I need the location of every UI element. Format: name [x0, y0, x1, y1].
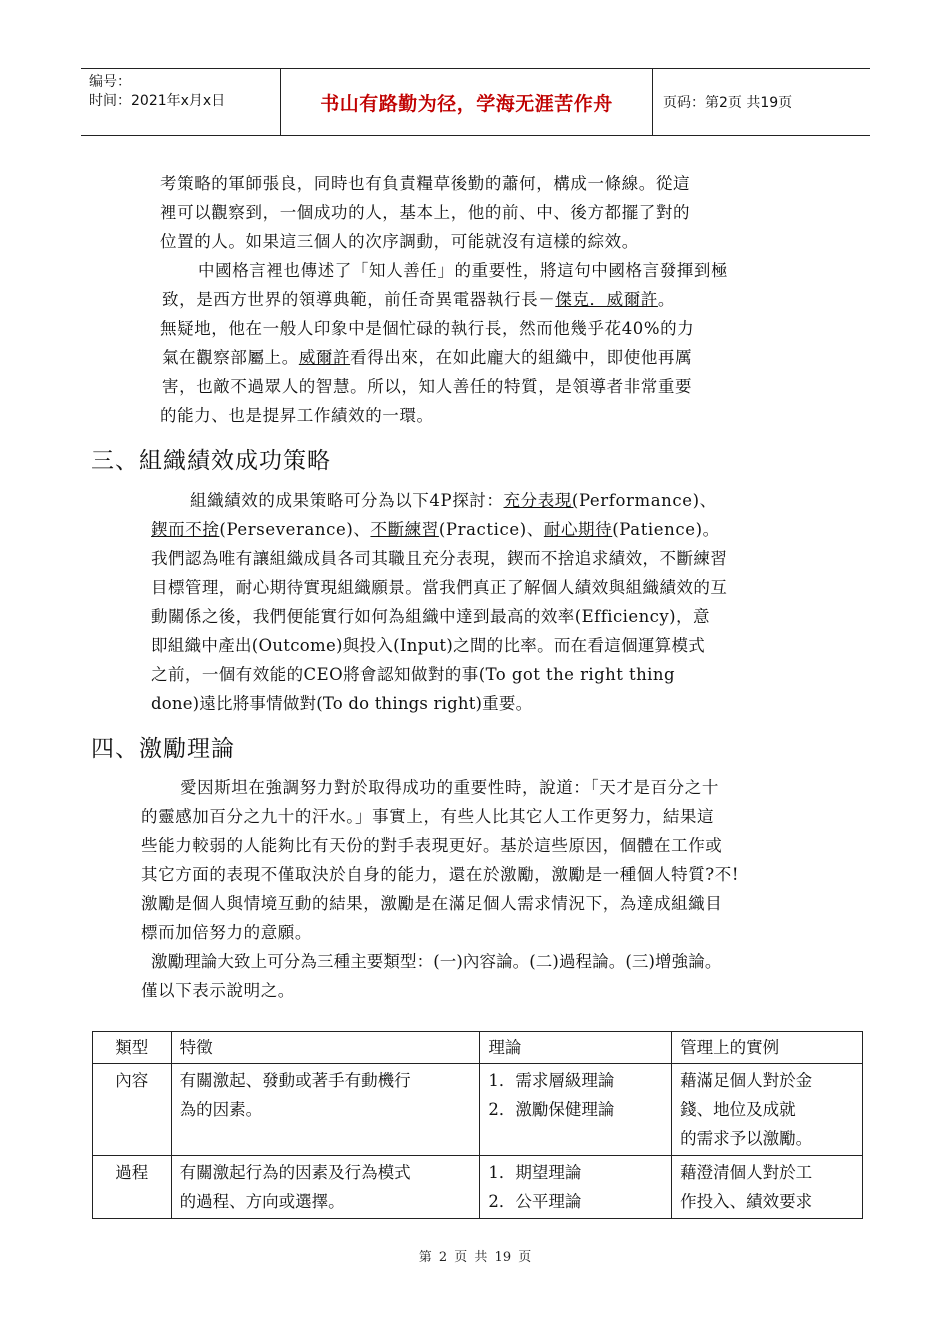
table-row — [93, 1064, 863, 1156]
motto: 书山有路勤为径，学海无涯苦作舟 — [320, 92, 613, 115]
motivation-theory-table — [92, 1031, 863, 1219]
intro-line-1: 考策略的軍師張良，同時也有負責糧草後勤的蕭何，構成一條線。從這 — [160, 174, 691, 193]
header-example: 管理上的實例 — [672, 1032, 863, 1064]
s3-line-7: 之前，一個有效能的CEO將會認知做對的事(To got the right thing — [151, 665, 675, 684]
practice-term: 不斷練習 — [370, 520, 439, 539]
s3-line-2-t3: (Patience)。 — [612, 520, 720, 539]
feature-line: 有關激起行為的因素及行為模式 — [179, 1163, 411, 1182]
theory-item: 1．需求層級理論 — [488, 1071, 615, 1090]
intro-line-3: 位置的人。如果這三個人的次序調動，可能就沒有這樣的綜效。 — [160, 232, 639, 251]
example-line: 藉澄清個人對於工 — [680, 1163, 813, 1182]
header-theory: 理論 — [480, 1032, 672, 1064]
p2-line-4 — [162, 344, 692, 373]
row-theory — [480, 1064, 672, 1156]
jack-welch-name: 傑克．威爾許 — [555, 290, 658, 309]
section-3-heading: 三、組織績效成功策略 — [91, 448, 331, 474]
p2-line-4-pre: 氣在觀察部屬上。 — [162, 348, 299, 367]
theory-item: 2．激勵保健理論 — [488, 1100, 615, 1119]
s3-line-1 — [190, 487, 717, 516]
p2-line-1: 中國格言裡也傳述了「知人善任」的重要性，將這句中國格言發揮到極 — [198, 261, 729, 280]
s3-line-2-t1: (Perseverance)、 — [219, 520, 371, 539]
page-label: 页码：第2页 共19页 — [663, 95, 793, 111]
time-label: 时间：2021年x月x日 — [89, 93, 226, 109]
row-feature — [171, 1064, 480, 1156]
p2-line-2-post: 。 — [657, 290, 676, 309]
s3-line-2 — [151, 516, 720, 545]
p2-line-5: 害，也敵不過眾人的智慧。所以，知人善任的特質，是領導者非常重要 — [162, 377, 693, 396]
s3-line-1-pre: 組織績效的成果策略可分為以下4P探討： — [190, 491, 504, 510]
table-row — [93, 1156, 863, 1219]
s3-line-5: 動關係之後，我們便能實行如何為組織中達到最高的效率(Efficiency)，意 — [151, 607, 710, 626]
feature-line: 有關激起、發動或著手有動機行 — [179, 1071, 411, 1090]
p2-line-2-pre: 致，是西方世界的領導典範，前任奇異電器執行長－ — [162, 290, 556, 309]
theory-item: 2．公平理論 — [488, 1192, 582, 1211]
s3-line-3: 我們認為唯有讓組織成員各司其職且充分表現，鍥而不捨追求績效，不斷練習 — [151, 549, 728, 568]
header-feature: 特徵 — [171, 1032, 480, 1064]
example-line: 的需求予以激勵。 — [680, 1129, 813, 1148]
feature-line: 為的因素。 — [179, 1100, 263, 1119]
s4-line-1: 愛因斯坦在強調努力對於取得成功的重要性時，說道：「天才是百分之十 — [180, 778, 719, 797]
s4-line-8: 僅以下表示說明之。 — [141, 981, 295, 1000]
s4-line-2: 的靈感加百分之九十的汗水。」事實上，有些人比其它人工作更努力，結果這 — [141, 807, 715, 826]
feature-line: 的過程、方向或選擇。 — [179, 1192, 345, 1211]
row-example — [672, 1064, 863, 1156]
s4-line-7: 激勵理論大致上可分為三種主要類型：(一)內容論。(二)過程論。(三)增強論。 — [151, 952, 722, 971]
s3-line-2-t2: (Practice)、 — [438, 520, 544, 539]
p2-line-4-post: 看得出來，在如此龐大的組織中，即使他再厲 — [350, 348, 693, 367]
row-example — [672, 1156, 863, 1219]
s4-line-6: 標而加倍努力的意願。 — [141, 923, 312, 942]
s3-line-4: 目標管理，耐心期待實現組織願景。當我們真正了解個人績效與組織績效的互 — [151, 578, 728, 597]
section-4-heading: 四、激勵理論 — [91, 736, 235, 762]
p2-line-3: 無疑地，他在一般人印象中是個忙碌的執行長，然而他幾乎花40%的力 — [160, 319, 695, 338]
header-meta — [81, 69, 281, 135]
patience-term: 耐心期待 — [543, 520, 613, 539]
performance-term: 充分表現( — [503, 491, 579, 510]
header-type: 類型 — [93, 1032, 172, 1064]
welch-name: 威爾許 — [298, 348, 351, 367]
number-label: 编号： — [89, 74, 131, 90]
row-type: 過程 — [93, 1156, 172, 1219]
s3-line-8: done)遠比將事情做對(To do things right)重要。 — [151, 694, 533, 713]
row-type: 內容 — [93, 1064, 172, 1156]
perseverance-term: 鍥而不捨 — [151, 520, 220, 539]
header-page-cell — [653, 69, 870, 135]
s4-line-5: 激勵是個人與情境互動的結果，激勵是在滿足個人需求情況下，為達成組織目 — [141, 894, 723, 913]
intro-line-2: 裡可以觀察到，一個成功的人，基本上，他的前、中、後方都擺了對的 — [160, 203, 691, 222]
example-line: 作投入、績效要求 — [680, 1192, 813, 1211]
p2-line-6: 的能力、也是提昇工作績效的一環。 — [160, 406, 434, 425]
header-motto-cell — [281, 69, 653, 135]
row-feature — [171, 1156, 480, 1219]
s4-line-3: 些能力較弱的人能夠比有天份的對手表現更好。基於這些原因，個體在工作或 — [141, 836, 723, 855]
s3-line-1-post: Performance)、 — [578, 491, 717, 510]
row-theory — [480, 1156, 672, 1219]
s4-line-4: 其它方面的表現不僅取決於自身的能力，還在於激勵，激勵是一種個人特質?不! — [141, 865, 740, 884]
example-line: 錢、地位及成就 — [680, 1100, 796, 1119]
document-header — [81, 68, 870, 136]
p2-line-2 — [162, 286, 675, 315]
page-footer: 第 2 页 共 19 页 — [418, 1250, 532, 1265]
s3-line-6: 即組織中產出(Outcome)與投入(Input)之間的比率。而在看這個運算模式 — [151, 636, 706, 655]
table-header-row — [93, 1032, 863, 1064]
theory-item: 1．期望理論 — [488, 1163, 582, 1182]
example-line: 藉滿足個人對於金 — [680, 1071, 813, 1090]
